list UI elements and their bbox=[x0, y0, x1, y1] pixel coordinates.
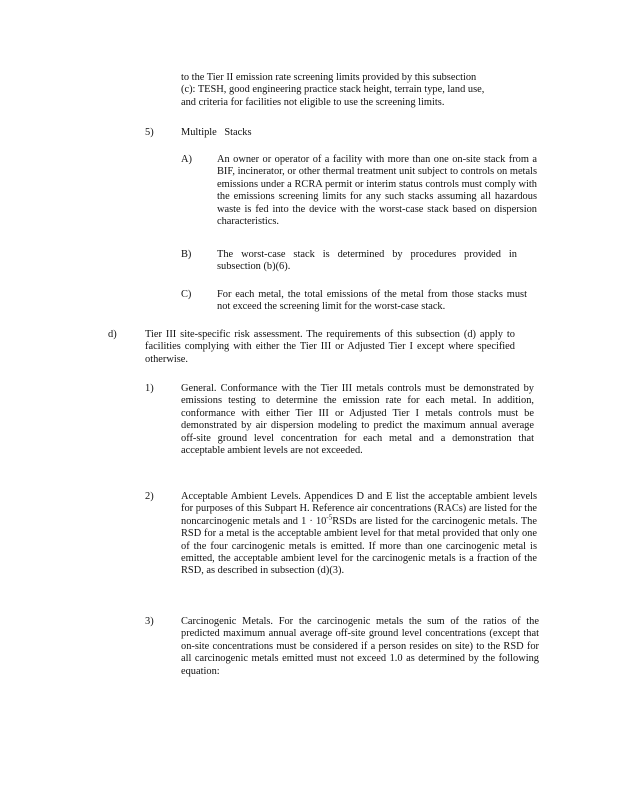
item-d2-text-part1: Acceptable Ambient Levels. Appendices D and E list the acceptable ambient levels for purposes of this Subpart H. Reference air concentrations (RACs) are listed for the noncarcinogenic metals and 1 · 10 bbox=[181, 491, 537, 527]
item-d1-number: 1) bbox=[145, 383, 154, 394]
item-5-number: 5) bbox=[145, 127, 154, 138]
item-d2-superscript: -5 bbox=[326, 513, 333, 522]
intro-line-2: (c): TESH, good engineering practice stack height, terrain type, land use, bbox=[181, 84, 485, 96]
intro-line-3: and criteria for facilities not eligible to use the screening limits. bbox=[181, 96, 445, 108]
item-d2-number: 2) bbox=[145, 491, 154, 502]
item-d1-text: General. Conformance with the Tier III metals controls must be demonstrated by emissions testing to determine the emission rate for each metal. In addition, conformance with either Tier III or Adjusted Tier I metals controls must be demonstrated by air dispersion modeling to predict the maximum annual average off-site ground level concentration for each metal and a demonstration that acceptable ambient levels are not exceeded. bbox=[181, 383, 534, 457]
item-5a-number: A) bbox=[181, 154, 192, 165]
item-d3-text: Carcinogenic Metals. For the carcinogenic metals the sum of the ratios of the predicted maximum annual average off-site ground level concentrations (except that on-site concentrations must be considered if a person resides on site) to the RSD for all carcinogenic metals emitted must not exceed 1.0 as determined by the following equation: bbox=[181, 616, 539, 677]
item-5-title: Multiple Stacks bbox=[181, 127, 252, 138]
item-d-text: Tier III site-specific risk assessment. The requirements of this subsection (d) apply to facilities complying with either the Tier III or Adjusted Tier I except where specified otherwise. bbox=[145, 329, 515, 365]
item-5a-text: An owner or operator of a facility with more than one on-site stack from a BIF, incinerator, or other thermal treatment unit subject to controls on metals emissions under a RCRA permit or interim status controls must comply with the emissions screening limits for any such stacks assuming all hazardous waste is fed into the device with the worst-case stack based on dispersion characteristics. bbox=[217, 154, 537, 228]
item-5b-text: The worst-case stack is determined by procedures provided in subsection (b)(6). bbox=[217, 249, 517, 273]
item-d3-number: 3) bbox=[145, 616, 154, 627]
item-5c-text: For each metal, the total emissions of the metal from those stacks must not exceed the screening limit for the worst-case stack. bbox=[217, 289, 527, 313]
item-d-number: d) bbox=[108, 329, 117, 340]
intro-paragraph bbox=[181, 72, 529, 109]
item-5b-number: B) bbox=[181, 249, 192, 260]
intro-line-1: to the Tier II emission rate screening limits provided by this subsection bbox=[181, 72, 477, 83]
item-d2-text bbox=[181, 491, 537, 578]
item-5c-number: C) bbox=[181, 289, 192, 300]
item-d2-text-part2: RSDs are listed for the carcinogenic metals. The RSD for a metal is the acceptable ambient level for that metal provided that only one of the four carcinogenic metals is emitted. If more than one carcinogenic metal is emitted, the acceptable ambient level for the carcinogenic metals is a fraction of the RSD, as described in subsection (d)(3). bbox=[181, 515, 537, 577]
